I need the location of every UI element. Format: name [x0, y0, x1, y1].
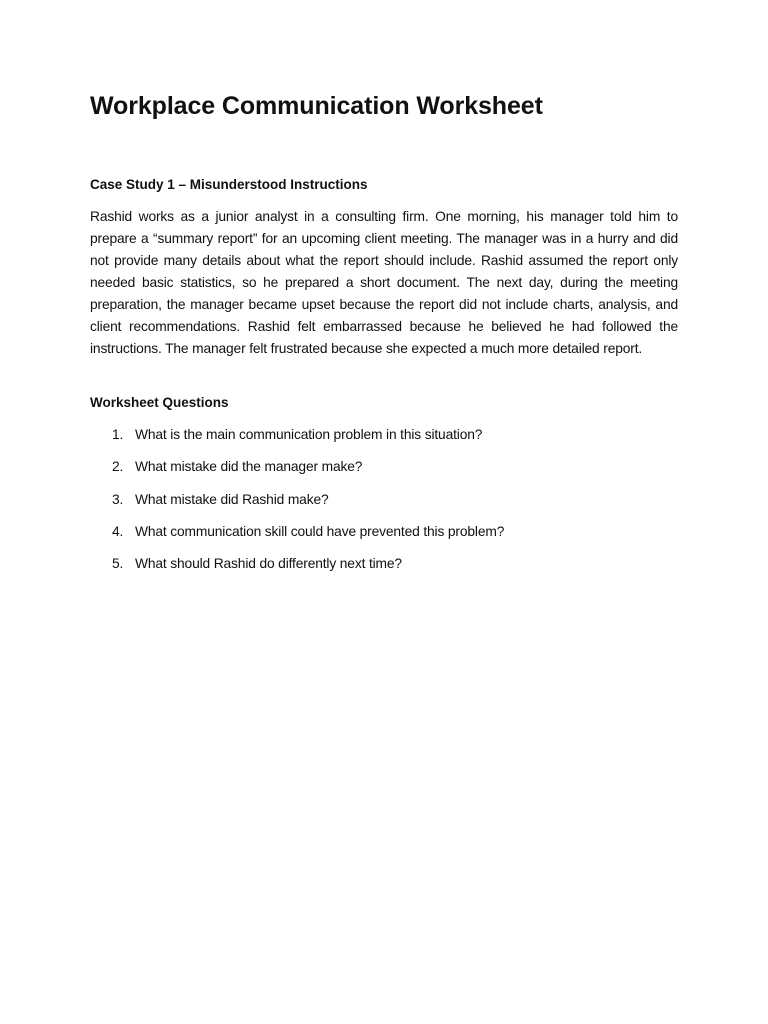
- question-text: What is the main communication problem in this situation?: [135, 427, 483, 442]
- question-number: 3.: [112, 491, 124, 507]
- question-number: 5.: [112, 556, 124, 572]
- question-text: What should Rashid do differently next time?: [135, 556, 402, 572]
- question-text: What communication skill could have prevented this problem?: [135, 523, 505, 539]
- question-text: What mistake did the manager make?: [135, 459, 363, 475]
- question-number: 1.: [112, 427, 124, 442]
- case-study-body: Rashid works as a junior analyst in a consulting firm. One morning, his manager told him to prepare a “summary report” for an upcoming client meeting. The manager was in a hurry and did not provide many details about what the report should include. Rashid assumed the report only needed basic statistics, so he prepared a short document. The next day, during the meeting preparation, the manager became upset because the report did not include charts, analysis, and client recommendations. Rashid felt embarrassed because he believed he had followed the instructions. The manager felt frustrated because she expected a much more detailed report.: [90, 209, 678, 356]
- question-number: 4.: [112, 523, 124, 539]
- worksheet-questions-heading: Worksheet Questions: [90, 395, 229, 410]
- question-text: What mistake did Rashid make?: [135, 491, 329, 507]
- case-study-heading: Case Study 1 – Misunderstood Instructions: [90, 177, 368, 192]
- question-number: 2.: [112, 459, 124, 475]
- page-title: Workplace Communication Worksheet: [90, 92, 543, 120]
